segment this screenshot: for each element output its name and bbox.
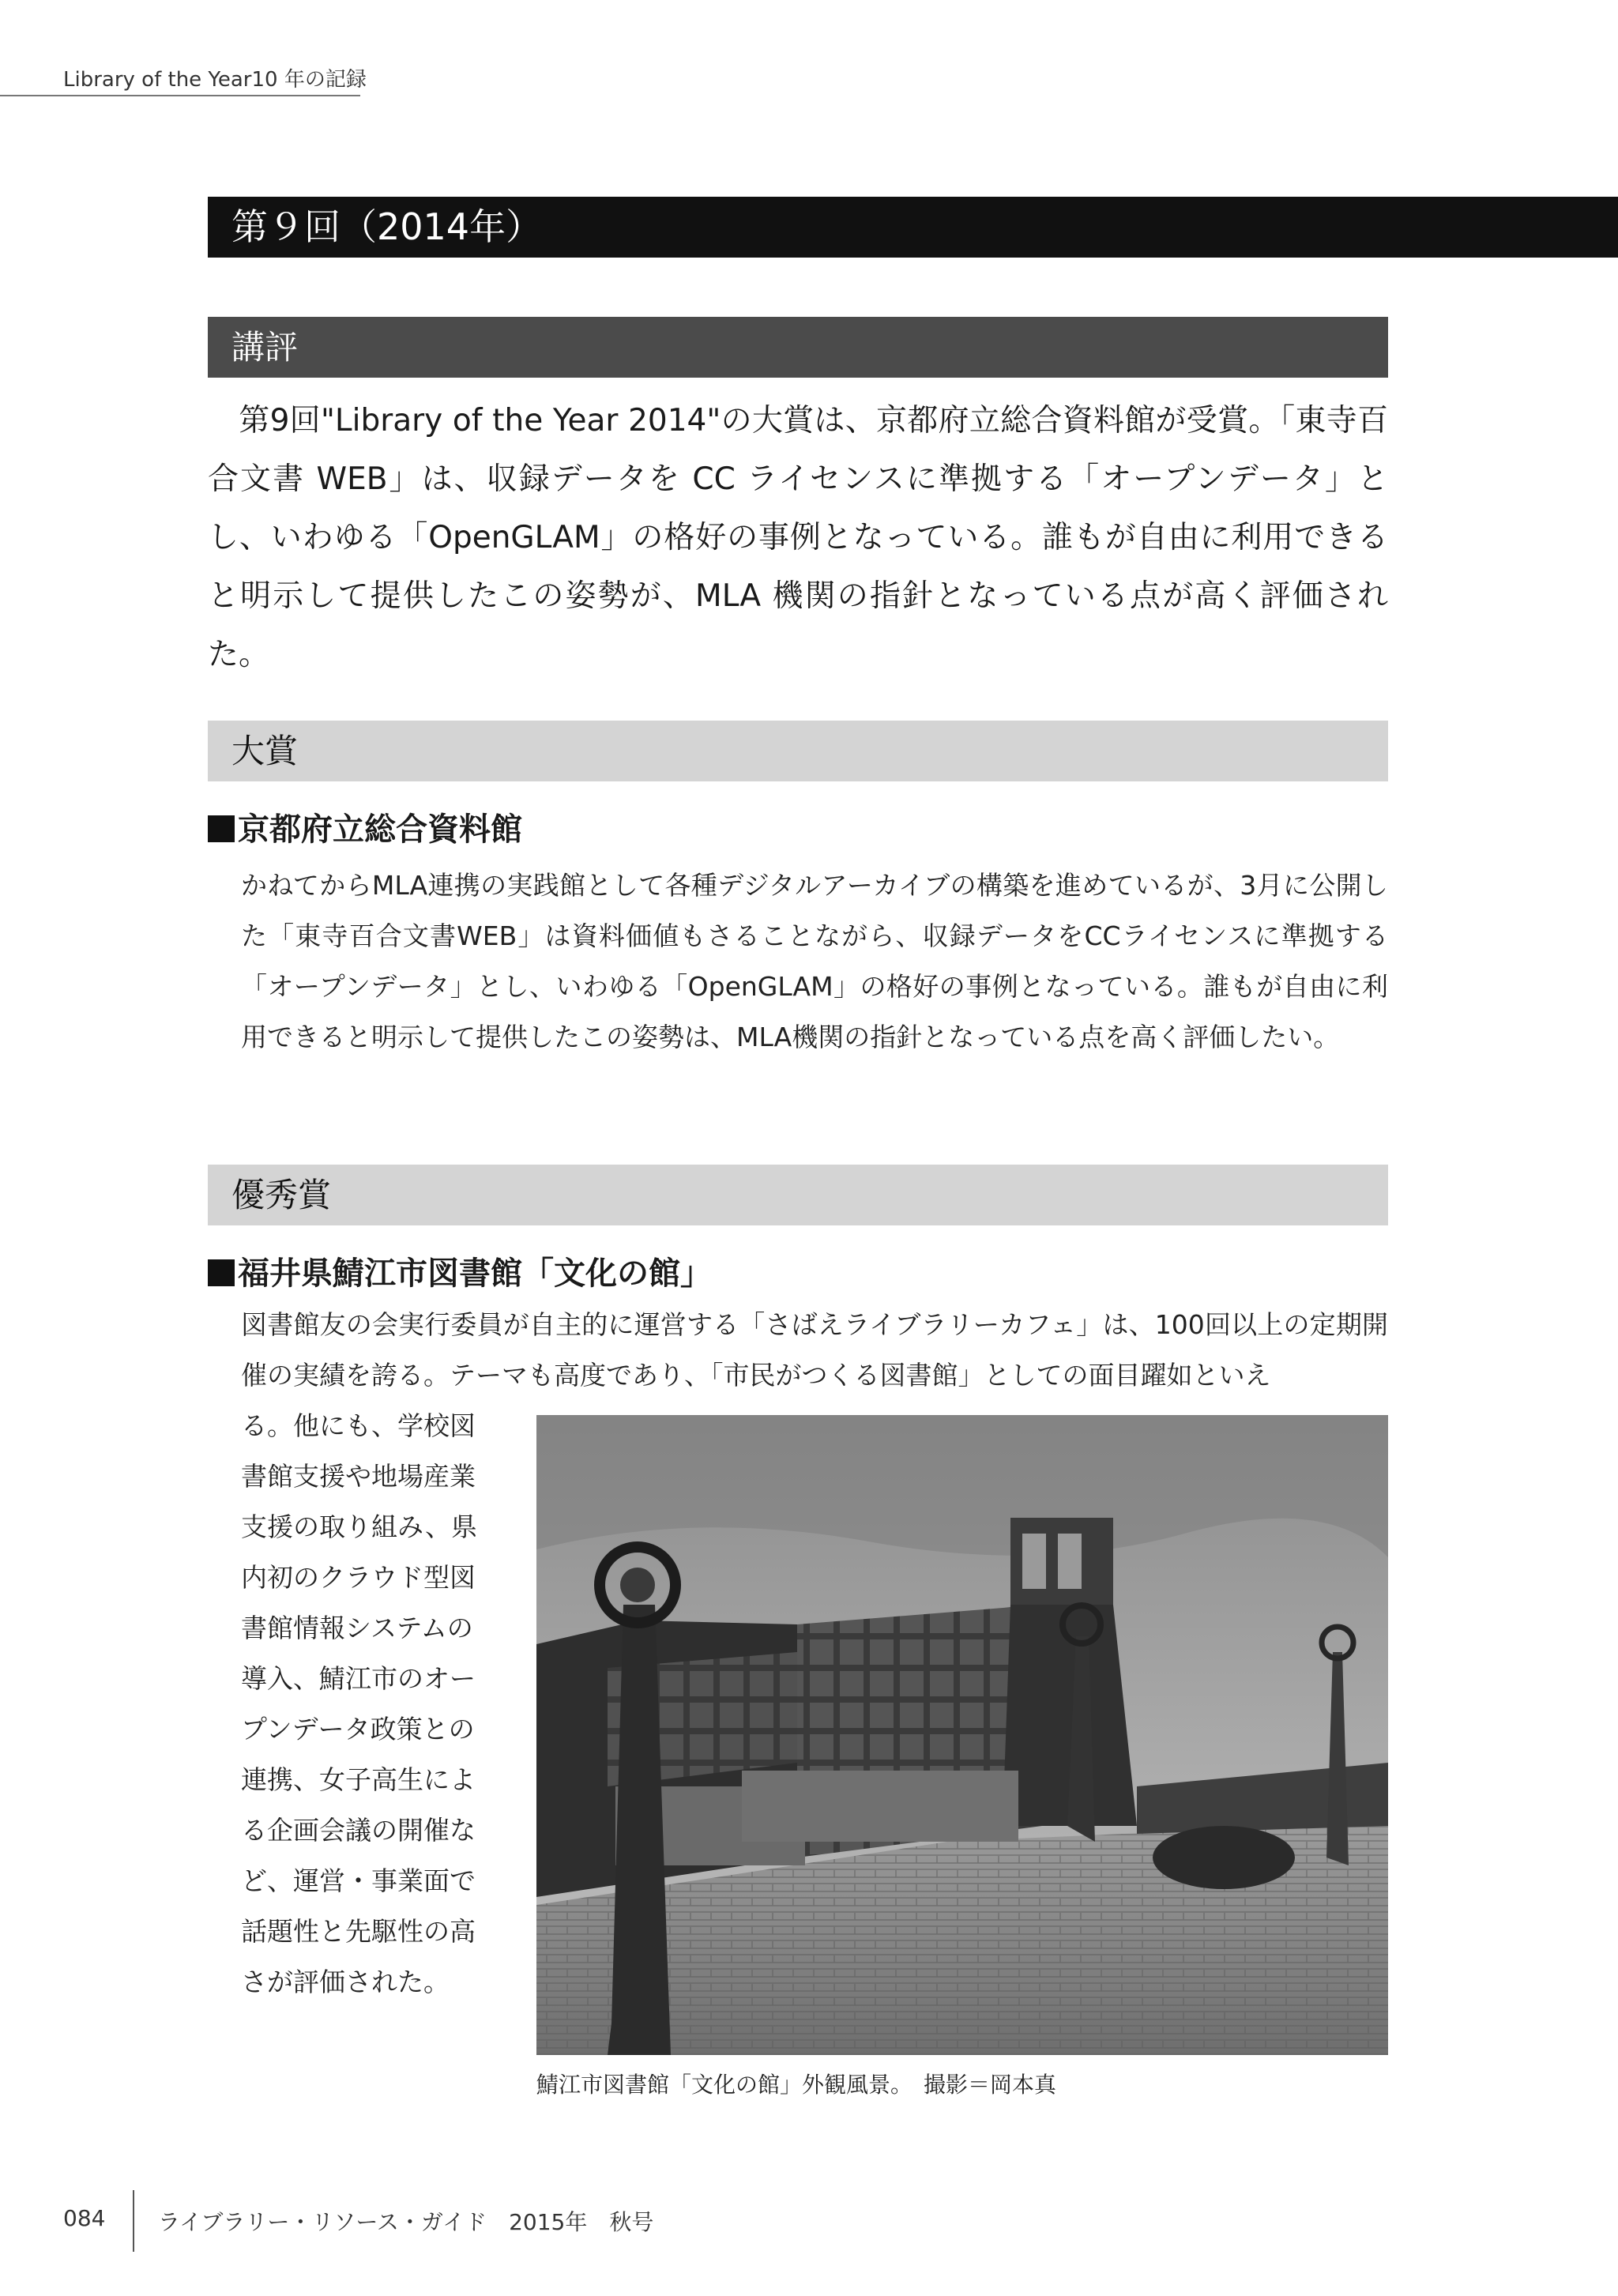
review-heading: 講評 [208, 317, 1388, 378]
text-line: 内初のクラウド型図 [241, 1562, 476, 1593]
excellence-prize-winner-name: 福井県鯖江市図書館「文化の館」 [238, 1255, 712, 1292]
edition-title: 第９回（2014年） [208, 197, 1618, 258]
library-exterior-photo [536, 1415, 1388, 2055]
excellence-prize-winner [208, 1248, 712, 1293]
grand-prize-heading: 大賞 [208, 721, 1388, 781]
text-line: る。他にも、学校図 [241, 1410, 476, 1441]
text-line: さが評価された。 [241, 1967, 450, 1997]
text-line: ど、運営・事業面で [241, 1865, 476, 1896]
text-line: 書館情報システムの [241, 1613, 473, 1643]
text-line: 話題性と先駆性の高 [241, 1916, 476, 1947]
publication-title: ライブラリー・リソース・ガイド 2015年 秋号 [158, 2209, 654, 2235]
photo-caption: 鯖江市図書館「文化の館」外観風景。 撮影＝岡本真 [536, 2072, 1057, 2098]
text-line: プンデータ政策との [241, 1714, 475, 1745]
running-head: Library of the Year10 年の記録 [63, 68, 367, 92]
text-line: 連携、女子高生によ [241, 1764, 476, 1795]
review-text: 第9回"Library of the Year 2014"の大賞は、京都府立総合資料館が受賞。「東寺百合文書 WEB」は、収録データを CC ライセンスに準拠する「オープンデータ」とし、いわゆる「OpenGLAM」の格好の事例となっている。誰もが自由に利用できると明示して提供したこの姿勢が、MLA 機関の指針となっている点が高く評価された。 [208, 403, 1388, 672]
excellence-prize-text-top: 図書館友の会実行委員が自主的に運営する「さばえライブラリーカフェ」は、100回以上の定期開催の実績を誇る。テーマも高度であり、「市民がつくる図書館」としての面目躍如といえ [241, 1309, 1388, 1391]
grand-prize-text: かねてからMLA連携の実践館として各種デジタルアーカイブの構築を進めているが、3月に公開した「東寺百合文書WEB」は資料価値もさることながら、収録データをCCライセンスに準拠する「オープンデータ」とし、いわゆる「OpenGLAM」の格好の事例となっている。誰もが自由に利用できると明示して提供したこの姿勢は、MLA機関の指針となっている点を高く評価したい。 [241, 870, 1388, 1052]
library-exterior-illustration [536, 1415, 1388, 2055]
grand-prize-winner [208, 804, 522, 849]
text-line: る企画会議の開催な [241, 1815, 476, 1846]
grand-prize-winner-name: 京都府立総合資料館 [238, 811, 522, 848]
text-line: 支援の取り組み、県 [241, 1511, 477, 1542]
running-head-rule [0, 95, 360, 96]
square-bullet-icon [208, 1259, 235, 1286]
page-number: 084 [63, 2205, 106, 2231]
excellence-prize-heading: 優秀賞 [208, 1165, 1388, 1225]
text-line: 導入、鯖江市のオー [241, 1663, 476, 1694]
square-bullet-icon [208, 815, 235, 842]
footer-divider [133, 2190, 134, 2252]
excellence-prize-text-column [241, 1401, 510, 2008]
text-line: 書館支援や地場産業 [241, 1461, 476, 1492]
